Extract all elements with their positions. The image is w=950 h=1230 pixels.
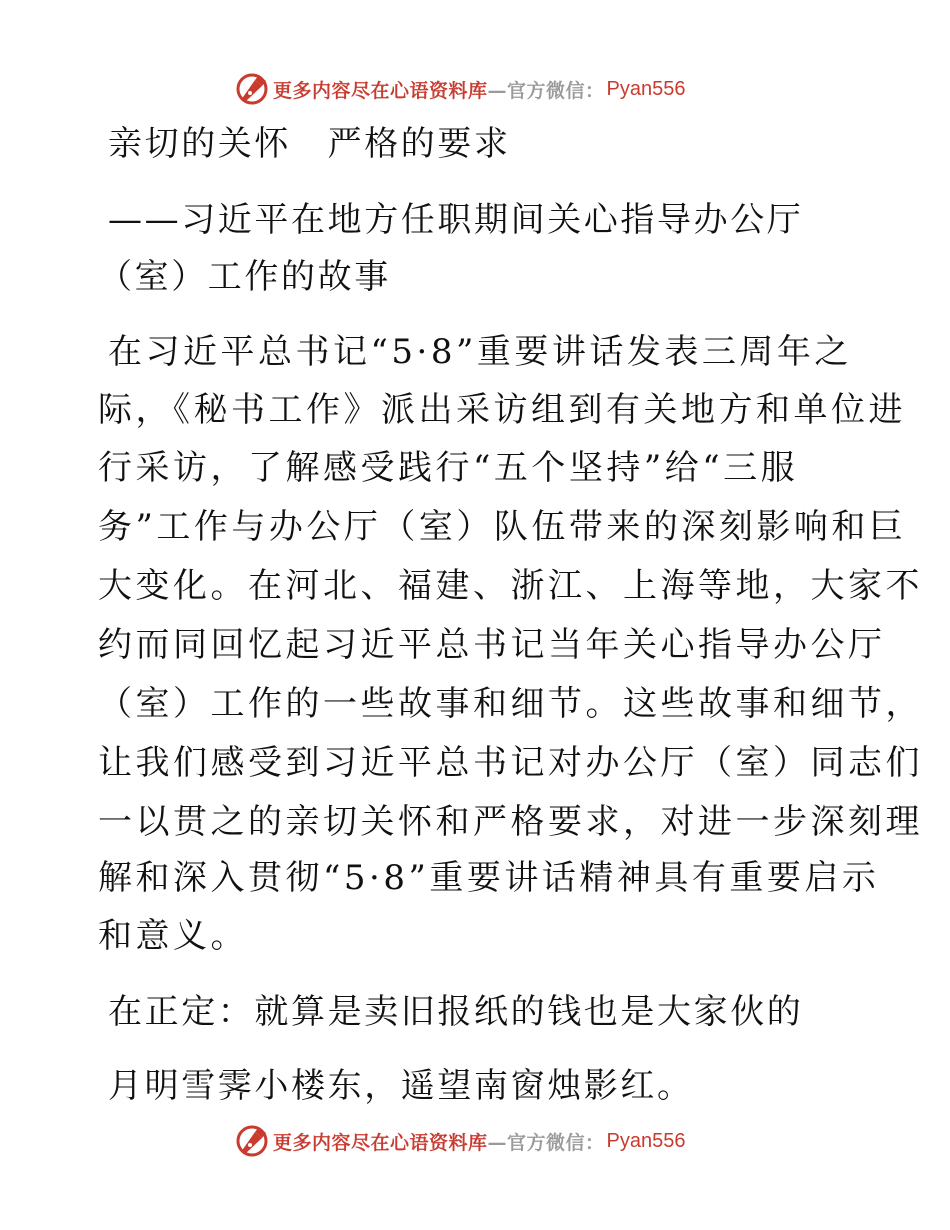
subtitle-line-1: ——习近平在地方任职期间关心指导办公厅 [108,200,804,240]
subtitle-line-2: （室）工作的故事 [98,257,391,297]
paragraph-line: 解和深入贯彻“5·8”重要讲话精神具有重要启示 [98,858,880,898]
watermark-wechat-id: Pyan556 [606,1129,686,1152]
pen-nib-logo-icon [235,72,269,106]
paragraph-line: 务”工作与办公厅（室）队伍带来的深刻影响和巨 [98,507,907,547]
paragraph-line: 在习近平总书记“5·8”重要讲话发表三周年之 [108,332,852,372]
paragraph-line: 让我们感受到习近平总书记对办公厅（室）同志们 [98,743,923,783]
pen-nib-logo-icon [235,1124,269,1158]
watermark-official-text: —官方微信： [487,1131,605,1154]
watermark-wechat-id: Pyan556 [606,77,686,100]
poem-line: 月明雪霁小楼东，遥望南窗烛影红。 [108,1066,694,1106]
paragraph-line: 一以贯之的亲切关怀和严格要求，对进一步深刻理 [98,802,923,842]
page-title: 亲切的关怀 严格的要求 [108,124,511,164]
paragraph-line: 和意义。 [98,916,248,956]
footer-watermark [235,1124,686,1158]
paragraph-line: 际，《秘书工作》派出采访组到有关地方和单位进 [98,390,906,430]
paragraph-line: 大变化。在河北、福建、浙江、上海等地，大家不 [98,566,923,606]
paragraph-line: （室）工作的一些故事和细节。这些故事和细节， [98,684,923,724]
paragraph-line: 约而同回忆起习近平总书记当年关心指导办公厅 [98,625,886,665]
section-heading: 在正定：就算是卖旧报纸的钱也是大家伙的 [108,992,804,1032]
paragraph-line: 行采访，了解感受践行“五个坚持”给“三服 [98,448,799,488]
watermark-main-text: 更多内容尽在心语资料库 [273,79,488,102]
watermark-official-text: —官方微信： [487,79,605,102]
header-watermark [235,72,686,106]
watermark-main-text: 更多内容尽在心语资料库 [273,1131,488,1154]
